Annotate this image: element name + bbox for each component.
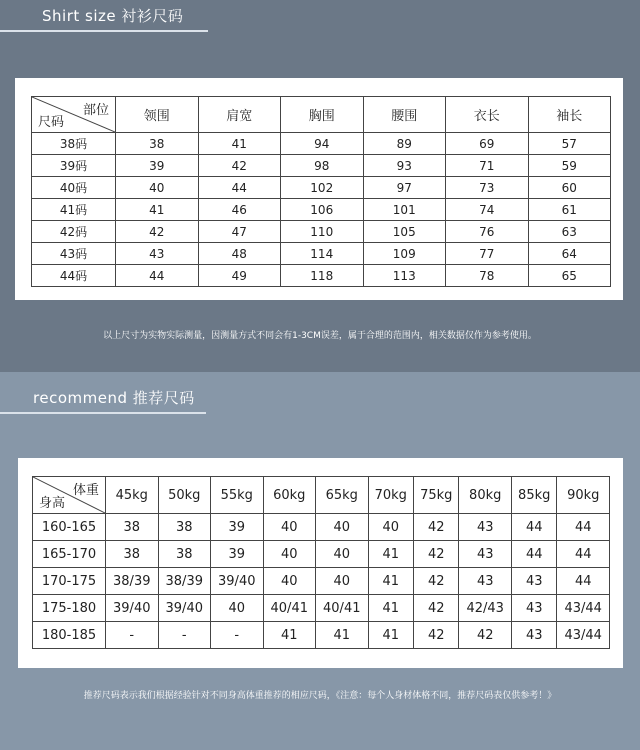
table-cell: 106 <box>281 199 364 221</box>
table-cell: 38 <box>106 541 159 568</box>
table-cell: 42 <box>198 155 281 177</box>
table-cell: 44 <box>557 514 610 541</box>
corner-cell <box>32 97 116 133</box>
table-cell: - <box>158 622 211 649</box>
row-header-cell: 180-185 <box>33 622 106 649</box>
table-cell: 41 <box>198 133 281 155</box>
table-cell: 98 <box>281 155 364 177</box>
column-header: 65kg <box>316 477 369 514</box>
table-cell: 63 <box>528 221 611 243</box>
recommend-title: recommend 推荐尺码 <box>33 388 195 407</box>
table-cell: 57 <box>528 133 611 155</box>
shirt-size-title: Shirt size 衬衫尺码 <box>42 6 184 25</box>
table-cell: 41 <box>263 622 316 649</box>
table-cell: 118 <box>281 265 364 287</box>
table-cell: 39 <box>211 514 264 541</box>
row-header-cell: 38码 <box>32 133 116 155</box>
table-cell: 38/39 <box>106 568 159 595</box>
table-row <box>33 622 610 649</box>
table-cell: 46 <box>198 199 281 221</box>
table-cell: 44 <box>557 568 610 595</box>
table-cell: 114 <box>281 243 364 265</box>
table-cell: 39/40 <box>106 595 159 622</box>
table-cell: 94 <box>281 133 364 155</box>
table-cell: 44 <box>511 541 556 568</box>
table-cell: - <box>106 622 159 649</box>
table-row <box>32 221 611 243</box>
table-cell: 42 <box>413 514 458 541</box>
table-cell: - <box>211 622 264 649</box>
table-cell: 40 <box>368 514 413 541</box>
table-cell: 40/41 <box>316 595 369 622</box>
table-cell: 47 <box>198 221 281 243</box>
column-header: 腰围 <box>363 97 446 133</box>
table-cell: 43/44 <box>557 595 610 622</box>
table-cell: 89 <box>363 133 446 155</box>
column-header: 80kg <box>459 477 512 514</box>
table-cell: 39 <box>211 541 264 568</box>
column-header: 衣长 <box>446 97 529 133</box>
table-cell: 93 <box>363 155 446 177</box>
table-row <box>32 199 611 221</box>
table-cell: 43 <box>511 568 556 595</box>
corner-top-label: 体重 <box>72 483 99 498</box>
recommend-table <box>32 476 610 649</box>
table-cell: 41 <box>368 568 413 595</box>
column-header: 肩宽 <box>198 97 281 133</box>
table-cell: 102 <box>281 177 364 199</box>
table-cell: 44 <box>557 541 610 568</box>
column-header: 袖长 <box>528 97 611 133</box>
table-row <box>33 514 610 541</box>
row-header-cell: 41码 <box>32 199 116 221</box>
recommend-header <box>0 382 195 412</box>
row-header-cell: 175-180 <box>33 595 106 622</box>
row-header-cell: 44码 <box>32 265 116 287</box>
table-cell: 109 <box>363 243 446 265</box>
table-row <box>33 568 610 595</box>
table-cell: 40 <box>116 177 199 199</box>
shirt-size-panel <box>15 78 623 300</box>
recommend-note: 推荐尺码表示我们根据经验针对不同身高体重推荐的相应尺码，《注意：每个人身材体格不同，推荐尺码表仅供参考！》 <box>83 691 557 701</box>
column-header: 60kg <box>263 477 316 514</box>
table-cell: 40 <box>316 568 369 595</box>
table-cell: 39/40 <box>211 568 264 595</box>
table-cell: 40 <box>316 541 369 568</box>
table-cell: 110 <box>281 221 364 243</box>
table-cell: 42 <box>413 568 458 595</box>
table-cell: 48 <box>198 243 281 265</box>
row-header-cell: 170-175 <box>33 568 106 595</box>
shirt-size-note: 以上尺寸为实物实际测量，因测量方式不同会有1-3CM误差，属于合理的范围内，相关数据仅作为参考使用。 <box>103 331 537 341</box>
table-cell: 41 <box>316 622 369 649</box>
table-cell: 39 <box>116 155 199 177</box>
table-cell: 40 <box>263 514 316 541</box>
table-cell: 71 <box>446 155 529 177</box>
shirt-size-header <box>0 0 183 30</box>
table-row <box>32 177 611 199</box>
table-cell: 69 <box>446 133 529 155</box>
table-cell: 43 <box>459 541 512 568</box>
table-cell: 40/41 <box>263 595 316 622</box>
table-cell: 38/39 <box>158 568 211 595</box>
corner-top-label: 部位 <box>82 103 109 118</box>
table-cell: 113 <box>363 265 446 287</box>
table-cell: 38 <box>106 514 159 541</box>
table-cell: 41 <box>116 199 199 221</box>
table-cell: 76 <box>446 221 529 243</box>
table-cell: 49 <box>198 265 281 287</box>
table-cell: 39/40 <box>158 595 211 622</box>
table-cell: 64 <box>528 243 611 265</box>
column-header: 45kg <box>106 477 159 514</box>
table-row <box>33 541 610 568</box>
row-header-cell: 43码 <box>32 243 116 265</box>
table-row <box>32 133 611 155</box>
recommend-title-underline <box>0 412 206 414</box>
table-cell: 38 <box>158 541 211 568</box>
table-cell: 43 <box>459 514 512 541</box>
recommend-section <box>0 372 640 750</box>
table-cell: 42 <box>116 221 199 243</box>
table-cell: 40 <box>263 541 316 568</box>
table-cell: 74 <box>446 199 529 221</box>
table-cell: 65 <box>528 265 611 287</box>
table-row <box>33 595 610 622</box>
table-cell: 38 <box>158 514 211 541</box>
table-cell: 41 <box>368 595 413 622</box>
table-cell: 40 <box>211 595 264 622</box>
table-cell: 77 <box>446 243 529 265</box>
shirt-size-table <box>31 96 611 287</box>
table-cell: 44 <box>511 514 556 541</box>
table-cell: 42 <box>413 541 458 568</box>
table-cell: 43 <box>116 243 199 265</box>
corner-bottom-label: 尺码 <box>38 115 65 130</box>
column-header: 领围 <box>116 97 199 133</box>
table-header-row <box>33 477 610 514</box>
table-row <box>32 155 611 177</box>
corner-cell <box>33 477 106 514</box>
table-cell: 105 <box>363 221 446 243</box>
row-header-cell: 165-170 <box>33 541 106 568</box>
table-cell: 42 <box>413 622 458 649</box>
row-header-cell: 40码 <box>32 177 116 199</box>
column-header: 胸围 <box>281 97 364 133</box>
table-cell: 43/44 <box>557 622 610 649</box>
row-header-cell: 42码 <box>32 221 116 243</box>
table-cell: 40 <box>316 514 369 541</box>
table-cell: 44 <box>198 177 281 199</box>
table-cell: 61 <box>528 199 611 221</box>
table-cell: 43 <box>459 568 512 595</box>
shirt-size-title-underline <box>0 30 208 32</box>
column-header: 85kg <box>511 477 556 514</box>
row-header-cell: 160-165 <box>33 514 106 541</box>
table-cell: 42/43 <box>459 595 512 622</box>
table-cell: 42 <box>413 595 458 622</box>
table-cell: 73 <box>446 177 529 199</box>
column-header: 55kg <box>211 477 264 514</box>
table-row <box>32 243 611 265</box>
table-cell: 41 <box>368 541 413 568</box>
shirt-size-section <box>0 0 640 372</box>
column-header: 90kg <box>557 477 610 514</box>
column-header: 70kg <box>368 477 413 514</box>
table-row <box>32 265 611 287</box>
table-cell: 60 <box>528 177 611 199</box>
row-header-cell: 39码 <box>32 155 116 177</box>
table-cell: 43 <box>511 595 556 622</box>
table-cell: 101 <box>363 199 446 221</box>
table-header-row <box>32 97 611 133</box>
column-header: 50kg <box>158 477 211 514</box>
recommend-panel <box>18 458 623 668</box>
table-cell: 59 <box>528 155 611 177</box>
corner-bottom-label: 身高 <box>39 496 66 511</box>
table-cell: 97 <box>363 177 446 199</box>
table-cell: 44 <box>116 265 199 287</box>
table-cell: 38 <box>116 133 199 155</box>
column-header: 75kg <box>413 477 458 514</box>
table-cell: 42 <box>459 622 512 649</box>
table-cell: 41 <box>368 622 413 649</box>
table-cell: 40 <box>263 568 316 595</box>
table-cell: 78 <box>446 265 529 287</box>
table-cell: 43 <box>511 622 556 649</box>
